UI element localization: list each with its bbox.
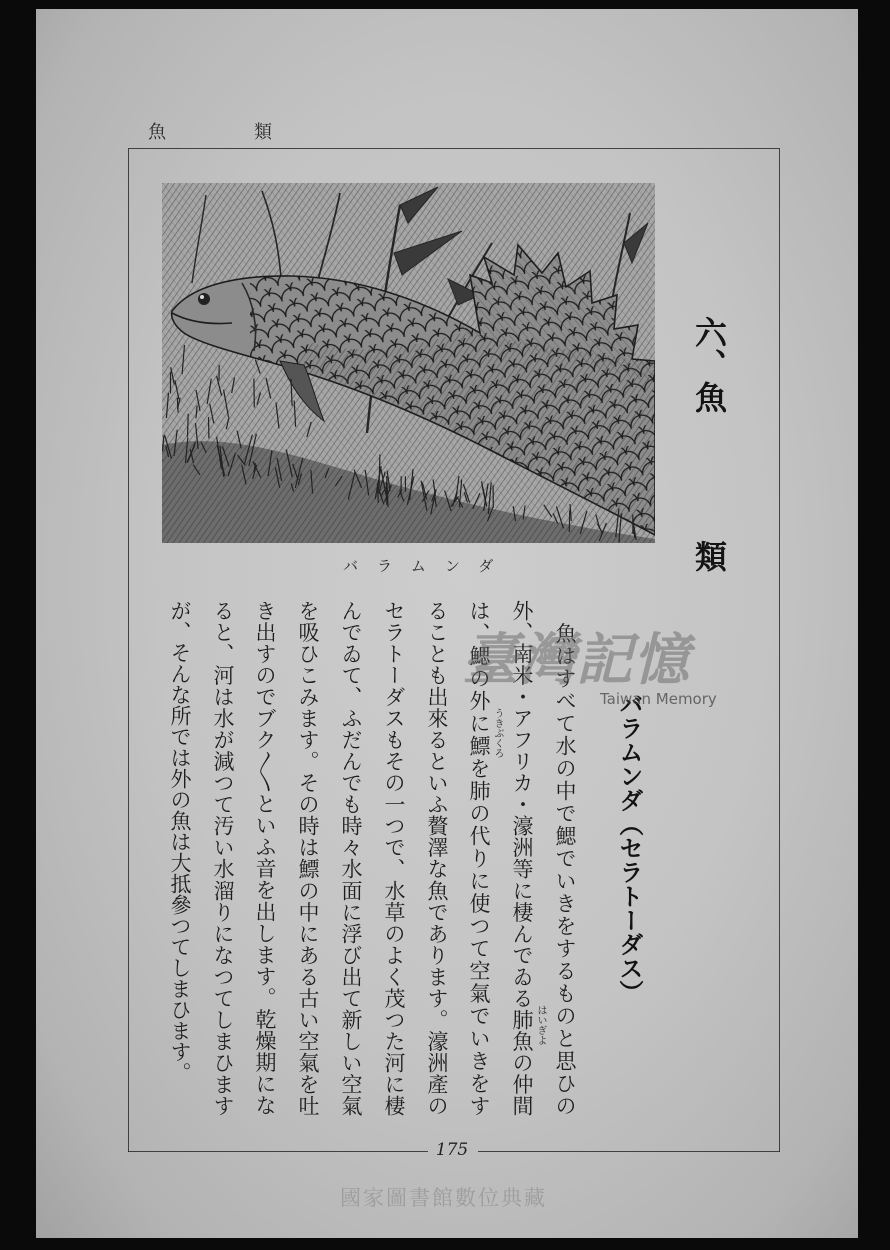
text-column: は、鰓の外に鰾を肺の代りに使つて空氣でいきをす xyxy=(467,600,491,1116)
taiwan-memory-watermark-logo: 臺灣記憶 xyxy=(462,627,690,693)
library-watermark-footer: 國家圖書館數位典藏 xyxy=(340,1186,547,1210)
taiwan-memory-watermark-latin: Taiwan Memory xyxy=(600,690,717,708)
frame-bottom-rule-right xyxy=(478,1151,780,1152)
text-column: を吸ひこみます。その時は鰾の中にある古い空氣を吐 xyxy=(296,600,320,1116)
text-column: 外、南米・アフリカ・濠洲等に棲んでゐる肺魚の仲間 xyxy=(510,600,534,1116)
figure-caption: バラムンダ xyxy=(343,557,513,575)
text-column: き出すのでブク〳〵といふ音を出します。乾燥期にな xyxy=(253,600,277,1116)
text-column: セラトーダスもその一つで、水草のよく茂つた河に棲 xyxy=(382,600,406,1116)
eye-highlight xyxy=(200,295,204,299)
page-number: 175 xyxy=(435,1140,469,1160)
chapter-title-char: 類 xyxy=(690,540,728,572)
text-column: ることも出來るといふ贅澤な魚であります。濠洲產の xyxy=(425,600,449,1116)
text-column: んでゐて、ふだんでも時々水面に浮び出て新しい空氣 xyxy=(339,600,363,1116)
chapter-number: 六、 xyxy=(690,316,728,380)
text-column: が、そんな所では外の魚は大抵參つてしまひます。 xyxy=(168,600,192,1083)
grass-blade xyxy=(188,414,189,437)
ruby-reading: うきぶくろ xyxy=(492,708,503,758)
ruby-reading: はいぎよ xyxy=(535,1005,546,1045)
engraving-svg xyxy=(162,183,655,543)
text-column: 魚はすべて水の中で鰓でいきをするものと思ひの xyxy=(553,600,577,1116)
fish-eye xyxy=(198,293,210,305)
frame-bottom-rule-left xyxy=(128,1151,428,1152)
section-heading: バラムンダ（セラトーダス） xyxy=(615,692,644,1004)
running-head: 魚 類 xyxy=(148,122,307,143)
lungfish-illustration xyxy=(162,183,655,543)
text-column: ると、河は水が減つて汚い水溜りになつてしまひます xyxy=(211,600,235,1116)
chapter-title-char: 魚 xyxy=(690,381,728,413)
